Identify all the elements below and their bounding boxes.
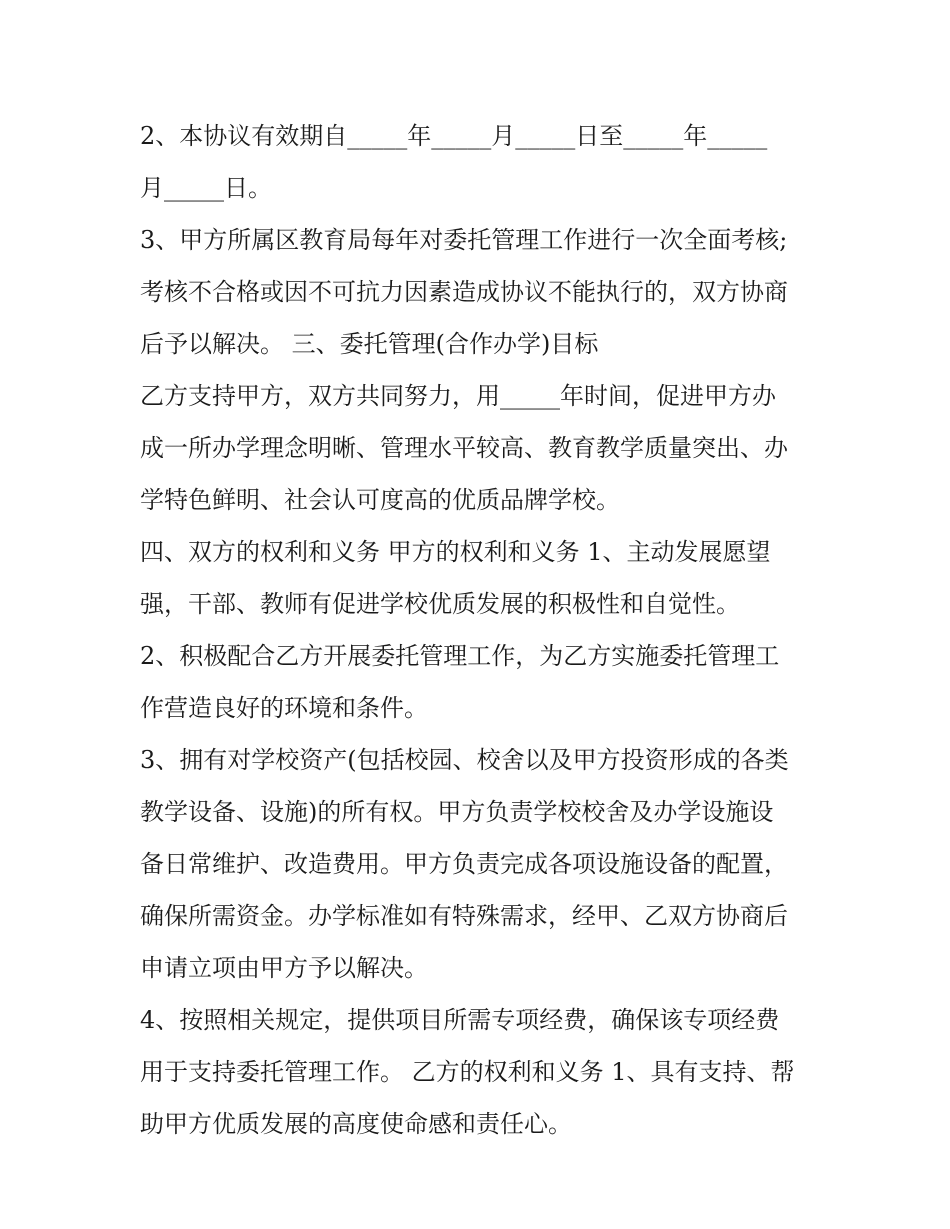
- text-line: 学特色鲜明、社会认可度高的优质品牌学校。: [140, 486, 620, 514]
- text-line: 成一所办学理念明晰、管理水平较高、教育教学质量突出、办: [140, 434, 788, 462]
- text-line: 后予以解决。 三、委托管理(合作办学)目标: [140, 330, 599, 358]
- text-line: 助甲方优质发展的高度使命感和责任心。: [140, 1110, 572, 1138]
- text-line: 确保所需资金。办学标准如有特殊需求，经甲、乙双方协商后: [140, 902, 788, 930]
- text-line: 作营造良好的环境和条件。: [140, 694, 428, 722]
- text-line: 4、按照相关规定，提供项目所需专项经费，确保该专项经费: [140, 1006, 780, 1034]
- text-line: 备日常维护、改造费用。甲方负责完成各项设施设备的配置，: [140, 850, 788, 878]
- text-line: 用于支持委托管理工作。 乙方的权利和义务 1、具有支持、帮: [140, 1058, 795, 1086]
- text-line: 考核不合格或因不可抗力因素造成协议不能执行的，双方协商: [140, 278, 788, 306]
- text-line: 3、甲方所属区教育局每年对委托管理工作进行一次全面考核;: [140, 226, 788, 254]
- text-line: 乙方支持甲方，双方共同努力，用_____年时间，促进甲方办: [140, 382, 776, 410]
- text-line: 申请立项由甲方予以解决。: [140, 954, 428, 982]
- text-line: 四、双方的权利和义务 甲方的权利和义务 1、主动发展愿望: [140, 538, 771, 566]
- text-line: 3、拥有对学校资产(包括校园、校舍以及甲方投资形成的各类: [140, 746, 789, 774]
- text-line: 2、本协议有效期自_____年_____月_____日至_____年_____: [140, 122, 768, 150]
- text-line: 强，干部、教师有促进学校优质发展的积极性和自觉性。: [140, 590, 740, 618]
- text-line: 2、积极配合乙方开展委托管理工作，为乙方实施委托管理工: [140, 642, 780, 670]
- document-body: [140, 110, 820, 1150]
- text-line: 教学设备、设施)的所有权。甲方负责学校校舍及办学设施设: [140, 798, 774, 826]
- text-line: 月_____日。: [140, 174, 272, 202]
